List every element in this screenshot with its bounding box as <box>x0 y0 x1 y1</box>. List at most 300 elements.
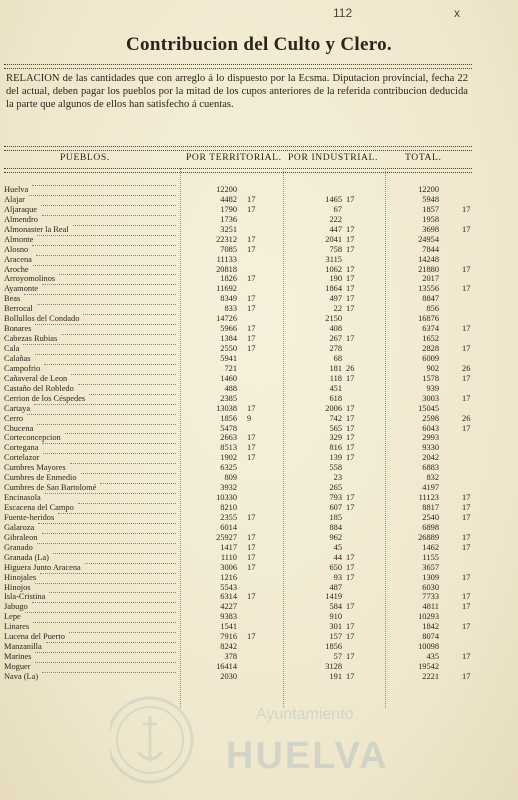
total-value: 2828 <box>422 344 439 353</box>
table-row <box>0 294 518 304</box>
dot-leader <box>42 533 177 534</box>
industrial-fraction: 17 <box>346 274 355 284</box>
table-row <box>0 364 518 374</box>
table-row <box>0 394 518 404</box>
table-row <box>0 235 518 245</box>
pueblo-name: Cala <box>4 344 20 353</box>
dot-leader <box>37 424 176 425</box>
industrial-value: 45 <box>333 542 342 552</box>
total-value: 2017 <box>422 274 439 284</box>
table-row <box>0 473 518 483</box>
table-row <box>0 523 518 533</box>
dot-leader <box>32 245 176 246</box>
pueblo-name: Aroche <box>4 264 29 274</box>
territorial-value: 809 <box>224 473 237 483</box>
pueblo-name: Cerrion de los Céspedes <box>4 393 86 403</box>
territorial-fraction: 17 <box>247 204 256 214</box>
territorial-fraction: 17 <box>247 632 256 642</box>
industrial-fraction: 17 <box>346 334 355 344</box>
pueblo-name: Nava (La) <box>4 671 39 681</box>
total-fraction: 17 <box>462 373 471 383</box>
industrial-fraction: 17 <box>346 373 355 383</box>
territorial-value: 8349 <box>220 294 237 304</box>
total-value: 2540 <box>422 512 439 522</box>
ornamental-rule-top <box>4 64 472 69</box>
territorial-value: 6325 <box>220 463 237 473</box>
table-row <box>0 185 518 195</box>
pueblo-name: Aljaraque <box>4 204 38 214</box>
total-value: 2042 <box>422 453 439 463</box>
dot-leader <box>70 463 176 464</box>
territorial-value: 14726 <box>216 314 237 324</box>
territorial-value: 1790 <box>220 204 237 214</box>
table-row <box>0 205 518 215</box>
dot-leader <box>32 602 176 603</box>
dot-leader <box>53 553 176 554</box>
territorial-value: 5966 <box>220 324 237 334</box>
territorial-value: 1216 <box>220 572 237 582</box>
total-value: 10098 <box>418 642 439 652</box>
pueblo-name: Aracena <box>4 254 32 264</box>
total-value: 1857 <box>422 204 439 214</box>
pueblo-name: Lepe <box>4 612 21 622</box>
dot-leader <box>78 384 176 385</box>
dot-leader <box>43 453 176 454</box>
total-value: 3698 <box>422 224 439 234</box>
total-value: 939 <box>426 383 439 393</box>
total-fraction: 17 <box>462 224 471 234</box>
total-fraction: 17 <box>462 512 471 522</box>
table-row <box>0 344 518 354</box>
total-fraction: 17 <box>462 324 471 334</box>
table-row <box>0 265 518 275</box>
territorial-value: 25927 <box>216 532 237 542</box>
pueblo-name: Corteconcepcion <box>4 433 61 443</box>
territorial-value: 6014 <box>220 522 237 532</box>
industrial-value: 584 <box>329 602 342 612</box>
pueblo-name: Cumbres de Enmedio <box>4 473 77 483</box>
industrial-value: 329 <box>329 433 342 443</box>
industrial-value: 816 <box>329 443 342 453</box>
industrial-value: 185 <box>329 512 342 522</box>
industrial-value: 68 <box>333 353 342 363</box>
total-fraction: 17 <box>462 652 471 662</box>
territorial-fraction: 17 <box>247 453 256 463</box>
total-fraction: 17 <box>462 622 471 632</box>
industrial-fraction: 17 <box>346 224 355 234</box>
territorial-fraction: 17 <box>247 532 256 542</box>
total-value: 1155 <box>422 552 439 562</box>
pueblo-name: Isla-Cristina <box>4 592 46 602</box>
territorial-value: 1541 <box>220 622 237 632</box>
territorial-value: 488 <box>224 383 237 393</box>
industrial-value: 139 <box>329 453 342 463</box>
pueblo-name: Hinojales <box>4 572 37 582</box>
dot-leader <box>100 483 176 484</box>
territorial-value: 1856 <box>220 413 237 423</box>
industrial-value: 3128 <box>325 662 342 671</box>
pueblo-name: Cumbres Mayores <box>4 463 66 473</box>
territorial-fraction: 17 <box>247 294 256 304</box>
table-row <box>0 553 518 563</box>
total-value: 2221 <box>422 671 439 681</box>
page-title: Contribucion del Culto y Clero. <box>126 34 392 55</box>
corner-mark: x <box>454 6 460 20</box>
industrial-value: 118 <box>329 373 342 383</box>
territorial-value: 378 <box>224 652 237 662</box>
dot-leader <box>32 185 176 186</box>
territorial-value: 8210 <box>220 503 237 512</box>
industrial-value: 93 <box>333 572 342 582</box>
total-fraction: 17 <box>462 284 471 294</box>
industrial-fraction: 17 <box>346 264 355 274</box>
dot-leader <box>35 324 176 325</box>
industrial-value: 2006 <box>325 403 342 413</box>
ornamental-rule-header-top <box>4 146 472 151</box>
table-row <box>0 622 518 632</box>
territorial-fraction: 17 <box>247 592 256 602</box>
table-row <box>0 602 518 612</box>
dot-leader <box>37 235 176 236</box>
dot-leader <box>37 304 176 305</box>
pueblo-name: Campofrio <box>4 363 41 373</box>
dot-leader <box>41 205 176 206</box>
industrial-value: 157 <box>329 632 342 642</box>
table-row <box>0 483 518 493</box>
industrial-value: 793 <box>329 493 342 503</box>
total-fraction: 17 <box>462 493 471 503</box>
total-value: 4811 <box>422 602 439 612</box>
territorial-value: 8242 <box>220 642 237 652</box>
territorial-value: 1460 <box>220 373 237 383</box>
dot-leader <box>33 622 176 623</box>
total-value: 26889 <box>418 532 439 542</box>
total-value: 7844 <box>422 244 439 254</box>
table-row <box>0 443 518 453</box>
industrial-value: 3115 <box>325 254 342 264</box>
territorial-value: 5941 <box>220 353 237 363</box>
table-row <box>0 225 518 235</box>
table-row <box>0 513 518 523</box>
dot-leader <box>78 503 176 504</box>
pueblo-name: Almonaster la Real <box>4 224 69 234</box>
dot-leader <box>23 344 176 345</box>
industrial-fraction: 17 <box>346 433 355 443</box>
pueblo-name: Cañaveral de Leon <box>4 373 68 383</box>
territorial-fraction: 17 <box>247 512 256 522</box>
territorial-value: 13038 <box>216 403 237 413</box>
territorial-value: 3251 <box>220 224 237 234</box>
territorial-fraction: 9 <box>247 413 252 423</box>
table-row <box>0 374 518 384</box>
pueblo-name: Cartaya <box>4 403 31 413</box>
pueblo-name: Granada (La) <box>4 552 49 562</box>
total-value: 16876 <box>418 314 439 324</box>
pueblo-name: Bonares <box>4 324 32 334</box>
pueblo-name: Almonte <box>4 234 34 244</box>
dot-leader <box>42 284 176 285</box>
dot-leader <box>34 404 176 405</box>
territorial-value: 2385 <box>220 393 237 403</box>
table-row <box>0 563 518 573</box>
total-value: 9330 <box>422 443 439 453</box>
territorial-value: 16414 <box>216 662 237 671</box>
industrial-value: 650 <box>329 562 342 572</box>
territorial-fraction: 17 <box>247 552 256 562</box>
industrial-value: 497 <box>329 294 342 304</box>
territorial-value: 7085 <box>220 244 237 254</box>
industrial-fraction: 26 <box>346 363 355 373</box>
territorial-value: 1110 <box>220 552 237 562</box>
industrial-value: 558 <box>329 463 342 473</box>
industrial-fraction: 17 <box>346 503 355 512</box>
territorial-value: 4227 <box>220 602 237 612</box>
pueblo-name: Huelva <box>4 185 29 194</box>
territorial-fraction: 17 <box>247 443 256 453</box>
dot-leader <box>33 265 176 266</box>
total-value: 13556 <box>418 284 439 294</box>
total-value: 7733 <box>422 592 439 602</box>
territorial-value: 5543 <box>220 582 237 592</box>
dot-leader <box>65 433 176 434</box>
pueblo-name: Chucena <box>4 423 34 433</box>
territorial-fraction: 17 <box>247 562 256 572</box>
territorial-value: 11692 <box>216 284 237 294</box>
total-fraction: 26 <box>462 363 471 373</box>
pueblo-name: Encinasola <box>4 493 41 503</box>
dot-leader <box>35 354 176 355</box>
territorial-value: 2355 <box>220 512 237 522</box>
industrial-value: 1864 <box>325 284 342 294</box>
table-row <box>0 404 518 414</box>
total-value: 1958 <box>422 214 439 224</box>
total-value: 6030 <box>422 582 439 592</box>
industrial-value: 408 <box>329 324 342 334</box>
industrial-value: 618 <box>329 393 342 403</box>
industrial-value: 23 <box>333 473 342 483</box>
intro-paragraph: RELACION de las cantidades que con arreglo á lo dispuesto por la Ecsma. Diputacion provincial, fecha 22 del actual, deben pagar los pueblos por la mitad de los cupos anteriores de la referida contribucion deducida la parte que algunos de ellos han satisfecho á cuentas. <box>6 73 468 110</box>
watermark-text: HUELVA <box>226 735 389 777</box>
industrial-value: 487 <box>329 582 342 592</box>
pueblo-name: Beas <box>4 294 21 304</box>
dot-leader <box>44 364 176 365</box>
pueblo-name: Linares <box>4 622 30 632</box>
industrial-value: 451 <box>329 383 342 393</box>
industrial-value: 742 <box>329 413 342 423</box>
pueblo-name: Manzanilla <box>4 642 42 652</box>
dot-leader <box>42 443 176 444</box>
industrial-fraction: 17 <box>346 562 355 572</box>
pueblo-name: Ayamonte <box>4 284 39 294</box>
table-row <box>0 324 518 334</box>
pueblo-name: Moguer <box>4 662 31 671</box>
pueblo-name: Alajar <box>4 194 25 204</box>
table-row <box>0 195 518 205</box>
industrial-value: 190 <box>329 274 342 284</box>
contribution-table <box>0 185 518 682</box>
total-fraction: 17 <box>462 602 471 612</box>
dot-leader <box>59 274 176 275</box>
table-row <box>0 414 518 424</box>
industrial-value: 962 <box>329 532 342 542</box>
dot-leader <box>37 543 176 544</box>
dot-leader <box>61 334 176 335</box>
pueblo-name: Gibraleon <box>4 532 38 542</box>
industrial-fraction: 17 <box>346 234 355 244</box>
industrial-fraction: 17 <box>346 284 355 294</box>
dot-leader <box>24 294 176 295</box>
table-row <box>0 284 518 294</box>
table-row <box>0 274 518 284</box>
table-row <box>0 314 518 324</box>
total-value: 6883 <box>422 463 439 473</box>
industrial-value: 1465 <box>325 194 342 204</box>
industrial-fraction: 17 <box>346 294 355 304</box>
pueblo-name: Cortelazor <box>4 453 40 463</box>
total-value: 8817 <box>422 503 439 512</box>
pueblo-name: Granado <box>4 542 33 552</box>
territorial-value: 9383 <box>220 612 237 622</box>
pueblo-name: Jabugo <box>4 602 28 612</box>
industrial-value: 607 <box>329 503 342 512</box>
total-value: 12200 <box>418 185 439 194</box>
territorial-value: 2663 <box>220 433 237 443</box>
industrial-value: 884 <box>329 522 342 532</box>
territorial-value: 10330 <box>216 493 237 503</box>
total-value: 1578 <box>422 373 439 383</box>
total-value: 1309 <box>422 572 439 582</box>
industrial-value: 44 <box>333 552 342 562</box>
total-value: 8074 <box>422 632 439 642</box>
total-fraction: 17 <box>462 204 471 214</box>
territorial-value: 1826 <box>220 274 237 284</box>
territorial-value: 5478 <box>220 423 237 433</box>
folio-number: 112 <box>333 6 353 20</box>
dot-leader <box>89 394 176 395</box>
industrial-value: 2041 <box>325 234 342 244</box>
industrial-value: 222 <box>329 214 342 224</box>
territorial-value: 1417 <box>220 542 237 552</box>
territorial-value: 8513 <box>220 443 237 453</box>
total-value: 19542 <box>418 662 439 671</box>
territorial-value: 6314 <box>220 592 237 602</box>
dot-leader <box>73 225 176 226</box>
territorial-fraction: 17 <box>247 403 256 413</box>
territorial-fraction: 17 <box>247 542 256 552</box>
industrial-value: 910 <box>329 612 342 622</box>
table-row <box>0 612 518 622</box>
pueblo-name: Marines <box>4 652 32 662</box>
column-header-total: TOTAL. <box>405 152 442 163</box>
industrial-fraction: 17 <box>346 552 355 562</box>
pueblo-name: Cabezas Rubias <box>4 334 58 344</box>
total-value: 832 <box>426 473 439 483</box>
dot-leader <box>45 493 176 494</box>
territorial-value: 11133 <box>216 254 237 264</box>
pueblo-name: Galaroza <box>4 522 35 532</box>
pueblo-name: Escacena del Campo <box>4 503 74 512</box>
industrial-fraction: 17 <box>346 194 355 204</box>
table-row <box>0 463 518 473</box>
total-value: 10293 <box>418 612 439 622</box>
industrial-value: 1856 <box>325 642 342 652</box>
industrial-value: 758 <box>329 244 342 254</box>
table-row <box>0 424 518 434</box>
total-value: 2598 <box>422 413 439 423</box>
territorial-value: 833 <box>224 304 237 314</box>
dot-leader <box>42 215 176 216</box>
table-row <box>0 503 518 513</box>
pueblo-name: Cortegana <box>4 443 39 453</box>
industrial-fraction: 17 <box>346 304 355 314</box>
territorial-value: 1736 <box>220 214 237 224</box>
total-value: 3657 <box>422 562 439 572</box>
total-value: 3003 <box>422 393 439 403</box>
industrial-value: 22 <box>333 304 342 314</box>
table-row <box>0 384 518 394</box>
column-header-pueblos: PUEBLOS. <box>60 152 110 163</box>
total-fraction: 17 <box>462 542 471 552</box>
territorial-value: 3006 <box>220 562 237 572</box>
total-value: 4197 <box>422 483 439 493</box>
total-fraction: 17 <box>462 264 471 274</box>
dot-leader <box>83 314 176 315</box>
territorial-fraction: 17 <box>247 234 256 244</box>
industrial-fraction: 17 <box>346 443 355 453</box>
table-row <box>0 533 518 543</box>
total-fraction: 17 <box>462 572 471 582</box>
territorial-fraction: 17 <box>247 304 256 314</box>
territorial-value: 2550 <box>220 344 237 353</box>
territorial-value: 1902 <box>220 453 237 463</box>
total-value: 6374 <box>422 324 439 334</box>
territorial-fraction: 17 <box>247 194 256 204</box>
industrial-value: 1062 <box>325 264 342 274</box>
industrial-value: 67 <box>333 204 342 214</box>
table-row <box>0 354 518 364</box>
table-row <box>0 573 518 583</box>
pueblo-name: Cumbres de San Bartolomé <box>4 483 97 493</box>
total-value: 902 <box>426 363 439 373</box>
territorial-value: 3932 <box>220 483 237 493</box>
industrial-value: 1419 <box>325 592 342 602</box>
total-value: 856 <box>426 304 439 314</box>
total-value: 2993 <box>422 433 439 443</box>
dot-leader <box>71 374 176 375</box>
dot-leader <box>25 612 176 613</box>
total-fraction: 17 <box>462 423 471 433</box>
dot-leader <box>35 583 176 584</box>
column-header-territorial: POR TERRITORIAL. <box>186 152 282 163</box>
pueblo-name: Castaño del Robledo <box>4 383 74 393</box>
total-fraction: 17 <box>462 393 471 403</box>
total-fraction: 17 <box>462 592 471 602</box>
total-value: 1462 <box>422 542 439 552</box>
table-row <box>0 493 518 503</box>
industrial-value: 265 <box>329 483 342 493</box>
territorial-fraction: 17 <box>247 274 256 284</box>
pueblo-name: Bollullos del Condado <box>4 314 80 324</box>
pueblo-name: Calañas <box>4 353 31 363</box>
pueblo-name: Lucena del Puerto <box>4 632 65 642</box>
total-value: 24954 <box>418 234 439 244</box>
territorial-value: 4482 <box>220 194 237 204</box>
industrial-fraction: 17 <box>346 493 355 503</box>
dot-leader <box>40 573 176 574</box>
industrial-value: 267 <box>329 334 342 344</box>
ornamental-rule-header-bottom <box>4 168 472 173</box>
dot-leader <box>27 414 176 415</box>
